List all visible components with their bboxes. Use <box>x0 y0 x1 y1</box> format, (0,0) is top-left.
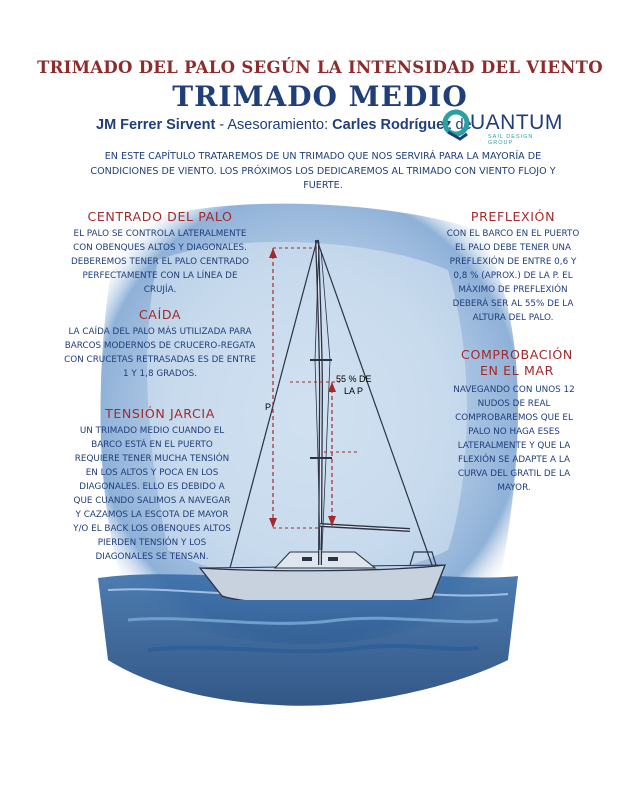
credits <box>96 117 472 133</box>
cabin <box>275 552 375 568</box>
credits-separator: - <box>215 117 228 133</box>
page-title: TRIMADO MEDIO <box>172 80 468 113</box>
logo-subtitle: SAIL DESIGN GROUP <box>488 134 534 146</box>
advisor-name: Carles Rodríguez <box>332 117 452 133</box>
p-label: P <box>265 402 272 412</box>
pct-label-line1: 55 % DE <box>336 374 372 384</box>
text-preflexion: CON EL BARCO EN EL PUERTO EL PALO DEBE TENER UNA PREFLEXIÓN DE ENTRE 0,6 Y 0,8 % (APROX.) DE LA P. EL MÁXIMO DE PREFLEXIÓN DEBERÁ SER AL 55% DE LA ALTURA DEL PALO. <box>446 229 580 323</box>
intro-paragraph: EN ESTE CAPÍTULO TRATAREMOS DE UN TRIMADO QUE NOS SERVIRÁ PARA LA MAYORÍA DE CONDICIONES DE VIENTO. LOS PRÓXIMOS LOS DEDICAREMOS AL TRIMADO CON VIENTO FLOJO Y FUERTE. <box>90 151 556 191</box>
text-comprobacion: NAVEGANDO CON UNOS 12 NUDOS DE REAL COMPROBAREMOS QUE EL PALO NO HAGA ESES LATERALMENTE Y QUE LA FLEXIÓN SE ADAPTE A LA CURVA DEL GRATIL DE LA MAYOR. <box>453 385 575 493</box>
text-tension: UN TRIMADO MEDIO CUANDO EL BARCO ESTÁ EN EL PUERTO REQUIERE TENER MUCHA TENSIÓN EN LOS ALTOS Y POCA EN LOS DIAGONALES. ELLO ES DEBIDO A QUE CUANDO SALIMOS A NAVEGAR Y CAZAMOS LA ESCOTA DE MAYOR Y/O EL BACK LOS OBENQUES ALTOS PIERDEN TENSIÓN Y LOS DIAGONALES SE TENSAN. <box>73 426 231 562</box>
text-centrado: EL PALO SE CONTROLA LATERALMENTE CON OBENQUES ALTOS Y DIAGONALES. DEBEREMOS TENER EL PALO CENTRADO PERFECTAMENTE CON LA LÍNEA DE CRUJÍA. <box>71 229 249 295</box>
heading-preflexion: PREFLEXIÓN <box>470 209 556 224</box>
credits-de: de <box>455 117 472 133</box>
hull <box>200 565 445 600</box>
quantum-q-icon <box>440 108 474 142</box>
quantum-logo <box>440 108 563 146</box>
logo-wordmark: UANTUM <box>470 111 563 134</box>
heading-centrado: CENTRADO DEL PALO <box>87 209 233 224</box>
heading-comprobacion-line2: EN EL MAR <box>480 363 554 378</box>
author-name: JM Ferrer Sirvent <box>96 117 216 133</box>
heading-comprobacion <box>448 347 586 379</box>
text-caida: LA CAÍDA DEL PALO MÁS UTILIZADA PARA BARCOS MODERNOS DE CRUCERO-REGATA CON CRUCETAS RETRASADAS ES DE ENTRE 1 Y 1,8 GRADOS. <box>64 327 256 379</box>
heading-comprobacion-line1: COMPROBACIÓN <box>461 347 573 362</box>
advice-label: Asesoramiento: <box>227 117 329 133</box>
supertitle: TRIMADO DEL PALO SEGÚN LA INTENSIDAD DEL VIENTO <box>37 58 603 77</box>
pct-label-line2: LA P <box>344 386 364 396</box>
heading-tension: TENSIÓN JARCIA <box>105 406 215 421</box>
heading-caida: CAÍDA <box>138 307 182 322</box>
